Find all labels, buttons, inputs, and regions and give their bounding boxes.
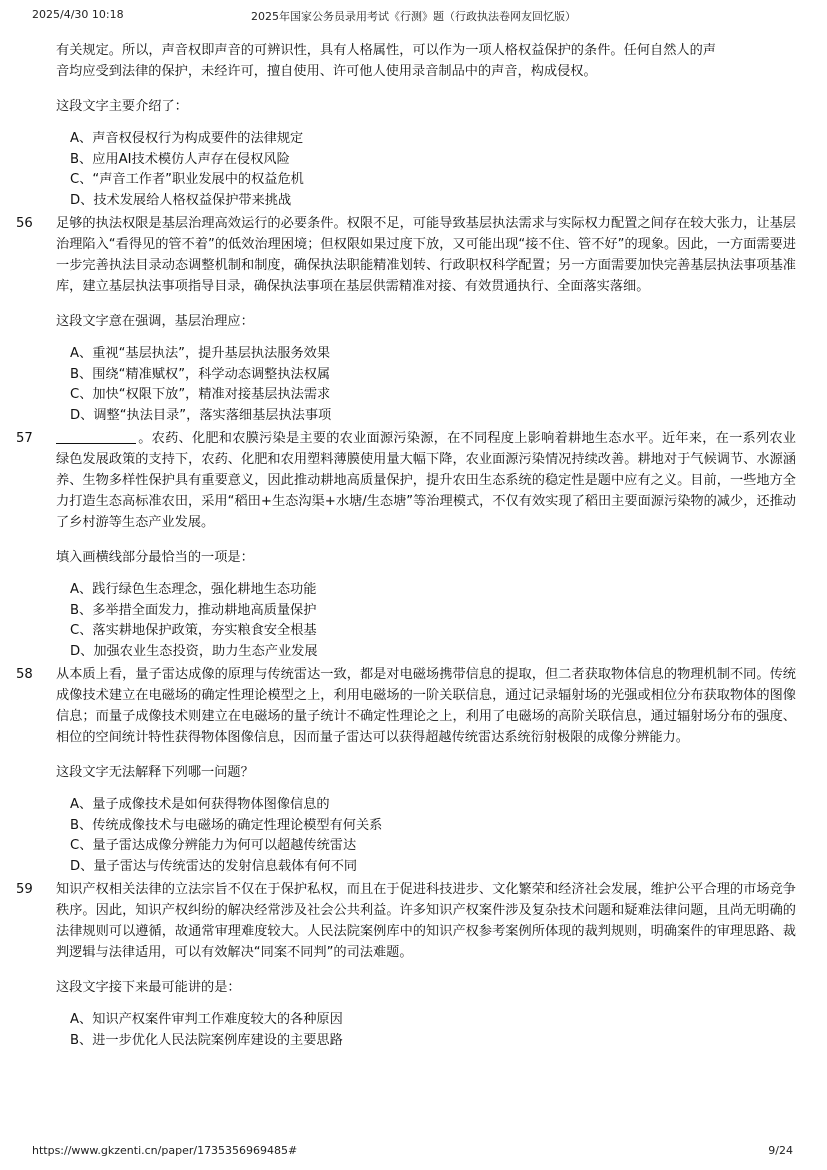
- option-b[interactable]: B、传统成像技术与电磁场的确定性理论模型有何关系: [70, 817, 383, 833]
- option-c[interactable]: C、“声音工作者”职业发展中的权益危机: [70, 172, 304, 187]
- option-b[interactable]: B、多举措全面发力，推动耕地高质量保护: [70, 602, 317, 618]
- option-a[interactable]: A、知识产权案件审判工作难度较大的各种原因: [70, 1012, 343, 1027]
- question-prompt: 这段文字主要介绍了：: [56, 99, 188, 114]
- question-text: 知识产权相关法律的立法宗旨不仅在于保护私权，而且在于促进科技进步、文化繁荣和经济社会发展，维护公平合理的市场竞争秩序。因此，知识产权纠纷的解决经常涉及社会公共利益。许多知识产权案件涉及复杂技术问题和疑难法律问题，且尚无明确的法律规则可以遵循，故通常审理难度较大。人民法院案例库中的知识产权参考案例所体现的裁判规则，明确案件的审理思路、裁判逻辑与法律适用，可以有效解决“同案不同判”的司法难题。: [56, 882, 796, 960]
- page-content: [16, 40, 796, 1051]
- question-number: 56: [16, 216, 33, 231]
- option-c[interactable]: C、加快“权限下放”，精准对接基层执法需求: [70, 387, 331, 402]
- page-url[interactable]: https://www.gkzenti.cn/paper/1735356969485#: [32, 1144, 298, 1157]
- option-a[interactable]: A、践行绿色生态理念，强化耕地生态功能: [70, 582, 317, 597]
- document-title: 2025年国家公务员录用考试《行测》题（行政执法卷网友回忆版）: [251, 10, 576, 23]
- fill-blank: [56, 429, 136, 444]
- option-a[interactable]: A、量子成像技术是如何获得物体图像信息的: [70, 797, 330, 812]
- question-text: [56, 428, 796, 533]
- option-c[interactable]: C、量子雷达成像分辨能力为何可以超越传统雷达: [70, 838, 357, 853]
- options-list: [70, 344, 796, 426]
- question-56: [16, 213, 796, 426]
- question-number: 58: [16, 667, 33, 682]
- options-list: [70, 795, 796, 877]
- option-d[interactable]: D、调整“执法目录”，落实落细基层执法事项: [70, 407, 332, 423]
- option-d[interactable]: D、加强农业生态投资，助力生态产业发展: [70, 643, 318, 659]
- question-59: [16, 879, 796, 1051]
- question-prompt: 这段文字接下来最可能讲的是：: [56, 980, 241, 995]
- page-header: [0, 8, 827, 24]
- option-a[interactable]: A、重视“基层执法”，提升基层执法服务效果: [70, 346, 331, 361]
- page-footer: [0, 1144, 827, 1160]
- question-text: 足够的执法权限是基层治理高效运行的必要条件。权限不足，可能导致基层执法需求与实际权力配置之间存在较大张力，让基层治理陷入“看得见的管不着”的低效治理困境；但权限如果过度下放，又可能出现“接不住、管不好”的现象。因此，一方面需要进一步完善执法目录动态调整机制和制度，确保执法职能精准划转、行政职权科学配置；另一方面需要加快完善基层执法事项基准库，建立基层执法事项指导目录，确保执法事项在基层供需精准对接、有效贯通执行、全面落实落细。: [56, 216, 796, 294]
- options-list: [70, 129, 756, 211]
- option-b[interactable]: B、应用AI技术模仿人声存在侵权风险: [70, 151, 290, 167]
- print-datetime: 2025/4/30 10:18: [32, 8, 124, 21]
- question-55-tail: [56, 40, 756, 211]
- question-58: [16, 664, 796, 877]
- question-prompt: 这段文字无法解释下列哪一问题？: [56, 765, 254, 780]
- option-d[interactable]: D、技术发展给人格权益保护带来挑战: [70, 192, 292, 208]
- question-number: 59: [16, 882, 33, 897]
- question-text: 从本质上看，量子雷达成像的原理与传统雷达一致，都是对电磁场携带信息的提取，但二者获取物体信息的物理机制不同。传统成像技术建立在电磁场的确定性理论模型之上，利用电磁场的一阶关联信息，通过记录辐射场的光强或相位分布获取物体的图像信息；而量子成像技术则建立在电磁场的量子统计不确定性理论之上，利用了电磁场的高阶关联信息，通过辐射场分布的强度、相位的空间统计特性获得物体图像信息，因而量子雷达可以获得超越传统雷达系统衍射极限的成像分辨能力。: [56, 667, 796, 745]
- options-list: [70, 580, 796, 662]
- option-d[interactable]: D、量子雷达与传统雷达的发射信息载体有何不同: [70, 858, 358, 874]
- option-b[interactable]: B、围绕“精准赋权”，科学动态调整执法权属: [70, 366, 331, 382]
- option-a[interactable]: A、声音权侵权行为构成要件的法律规定: [70, 131, 304, 146]
- option-c[interactable]: C、落实耕地保护政策，夯实粮食安全根基: [70, 623, 317, 638]
- question-57: [16, 428, 796, 662]
- question-text-body: 。农药、化肥和农膜污染是主要的农业面源污染源，在不同程度上影响着耕地生态水平。近年来，在一系列农业绿色发展政策的支持下，农药、化肥和农用塑料薄膜使用量大幅下降，农业面源污染情况持续改善。耕地对于气候调节、水源涵养、生物多样性保护具有重要意义，因此推动耕地高质量保护，提升农田生态系统的稳定性是题中应有之义。目前，一些地方全力打造生态高标准农田，采用“稻田+生态沟渠+水塘/生态塘”等治理模式，不仅有效实现了稻田主要面源污染物的减少，还推动了乡村游等生态产业发展。: [56, 431, 796, 530]
- page-number: 9/24: [768, 1144, 793, 1157]
- question-text: 有关规定。所以，声音权即声音的可辨识性，具有人格属性，可以作为一项人格权益保护的条件。任何自然人的声音均应受到法律的保护，未经许可，擅自使用、许可他人使用录音制品中的声音，构成侵权。: [56, 43, 716, 79]
- question-prompt: 这段文字意在强调，基层治理应：: [56, 314, 254, 329]
- option-b[interactable]: B、进一步优化人民法院案例库建设的主要思路: [70, 1032, 343, 1048]
- options-list: [70, 1010, 796, 1051]
- question-number: 57: [16, 431, 33, 446]
- question-prompt: 填入画横线部分最恰当的一项是：: [56, 550, 254, 565]
